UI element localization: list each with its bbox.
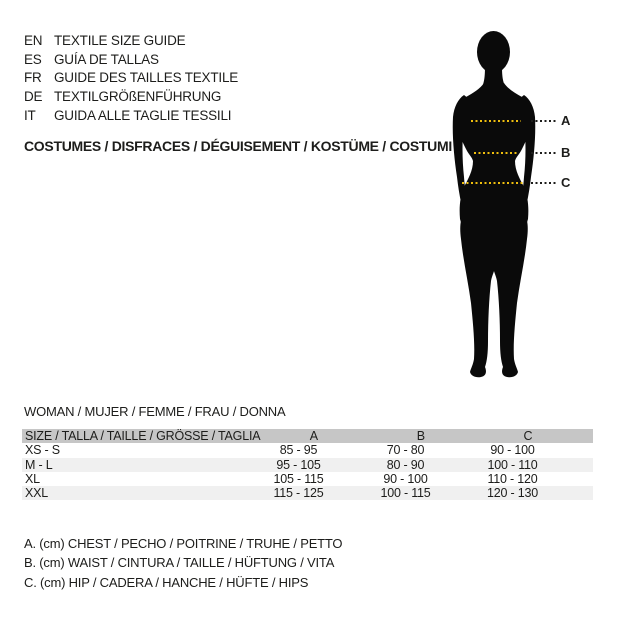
chest-cell: 105 - 115 <box>273 471 324 486</box>
language-code: IT <box>24 107 36 123</box>
size-cell: XXL <box>25 486 49 501</box>
chest-cell: 115 - 125 <box>273 486 324 501</box>
measurement-legend <box>24 536 342 594</box>
size-cell: XS - S <box>25 443 60 458</box>
measure-line-hip <box>0 182 620 184</box>
language-title: GUIDE DES TAILLES TEXTILE <box>54 70 239 86</box>
hip-dotted-line <box>462 182 524 184</box>
column-header-b: B <box>416 429 425 443</box>
column-header-c: C <box>523 429 533 443</box>
hip-cell: 120 - 130 <box>486 486 539 501</box>
language-code: ES <box>24 51 42 67</box>
language-title: GUIDA ALLE TAGLIE TESSILI <box>54 107 232 123</box>
hip-cell: 90 - 100 <box>490 443 535 458</box>
chest-cell: 85 - 95 <box>279 443 318 458</box>
language-row-en <box>24 31 238 50</box>
section-title-woman: WOMAN / MUJER / FEMME / FRAU / DONNA <box>24 404 286 419</box>
table-row <box>22 486 593 500</box>
column-header-size: SIZE / TALLA / TAILLE / GRÖSSE / TAGLIA <box>25 429 261 443</box>
hip-cell: 110 - 120 <box>487 471 538 486</box>
chest-dotted-line <box>471 120 521 122</box>
measure-label-b: B <box>561 145 571 160</box>
waist-dotted-line <box>474 152 518 154</box>
chest-cell: 95 - 105 <box>276 457 321 472</box>
measure-line-waist <box>0 152 620 154</box>
language-code: EN <box>24 32 43 48</box>
waist-cell: 90 - 100 <box>383 471 428 486</box>
table-header-row <box>22 429 593 443</box>
waist-cell: 80 - 90 <box>386 457 425 472</box>
language-title: TEXTILGRÖßENFÜHRUNG <box>54 88 222 104</box>
language-row-es <box>24 50 238 69</box>
size-table <box>22 429 593 500</box>
language-title: GUÍA DE TALLAS <box>54 51 159 67</box>
language-row-de <box>24 87 238 106</box>
size-cell: M - L <box>25 457 53 472</box>
column-header-a: A <box>309 429 318 443</box>
language-title: TEXTILE SIZE GUIDE <box>54 32 186 48</box>
table-row <box>22 443 593 457</box>
category-title: COSTUMES / DISFRACES / DÉGUISEMENT / KOSTÜME / COSTUMI <box>24 138 452 154</box>
language-code: DE <box>24 88 43 104</box>
waist-leader-line <box>531 152 556 154</box>
woman-silhouette-figure <box>440 25 560 380</box>
legend-chest: A. (cm) CHEST / PECHO / POITRINE / TRUHE / PETTO <box>24 536 343 551</box>
size-cell: XL <box>25 471 40 486</box>
language-list <box>24 31 238 124</box>
language-row-fr <box>24 68 238 87</box>
measure-label-c: C <box>561 175 571 190</box>
hip-cell: 100 - 110 <box>487 457 538 472</box>
language-code: FR <box>24 70 42 86</box>
measure-label-a: A <box>561 113 571 128</box>
legend-waist: B. (cm) WAIST / CINTURA / TAILLE / HÜFTUNG / VITA <box>24 555 335 571</box>
legend-hip: C. (cm) HIP / CADERA / HANCHE / HÜFTE / HIPS <box>24 574 309 590</box>
woman-silhouette-icon <box>440 25 560 380</box>
waist-cell: 100 - 115 <box>380 486 431 501</box>
measure-line-chest <box>0 120 620 122</box>
chest-leader-line <box>531 120 556 122</box>
hip-leader-line <box>531 182 556 184</box>
table-row <box>22 472 593 486</box>
table-row <box>22 458 593 472</box>
waist-cell: 70 - 80 <box>386 443 425 458</box>
